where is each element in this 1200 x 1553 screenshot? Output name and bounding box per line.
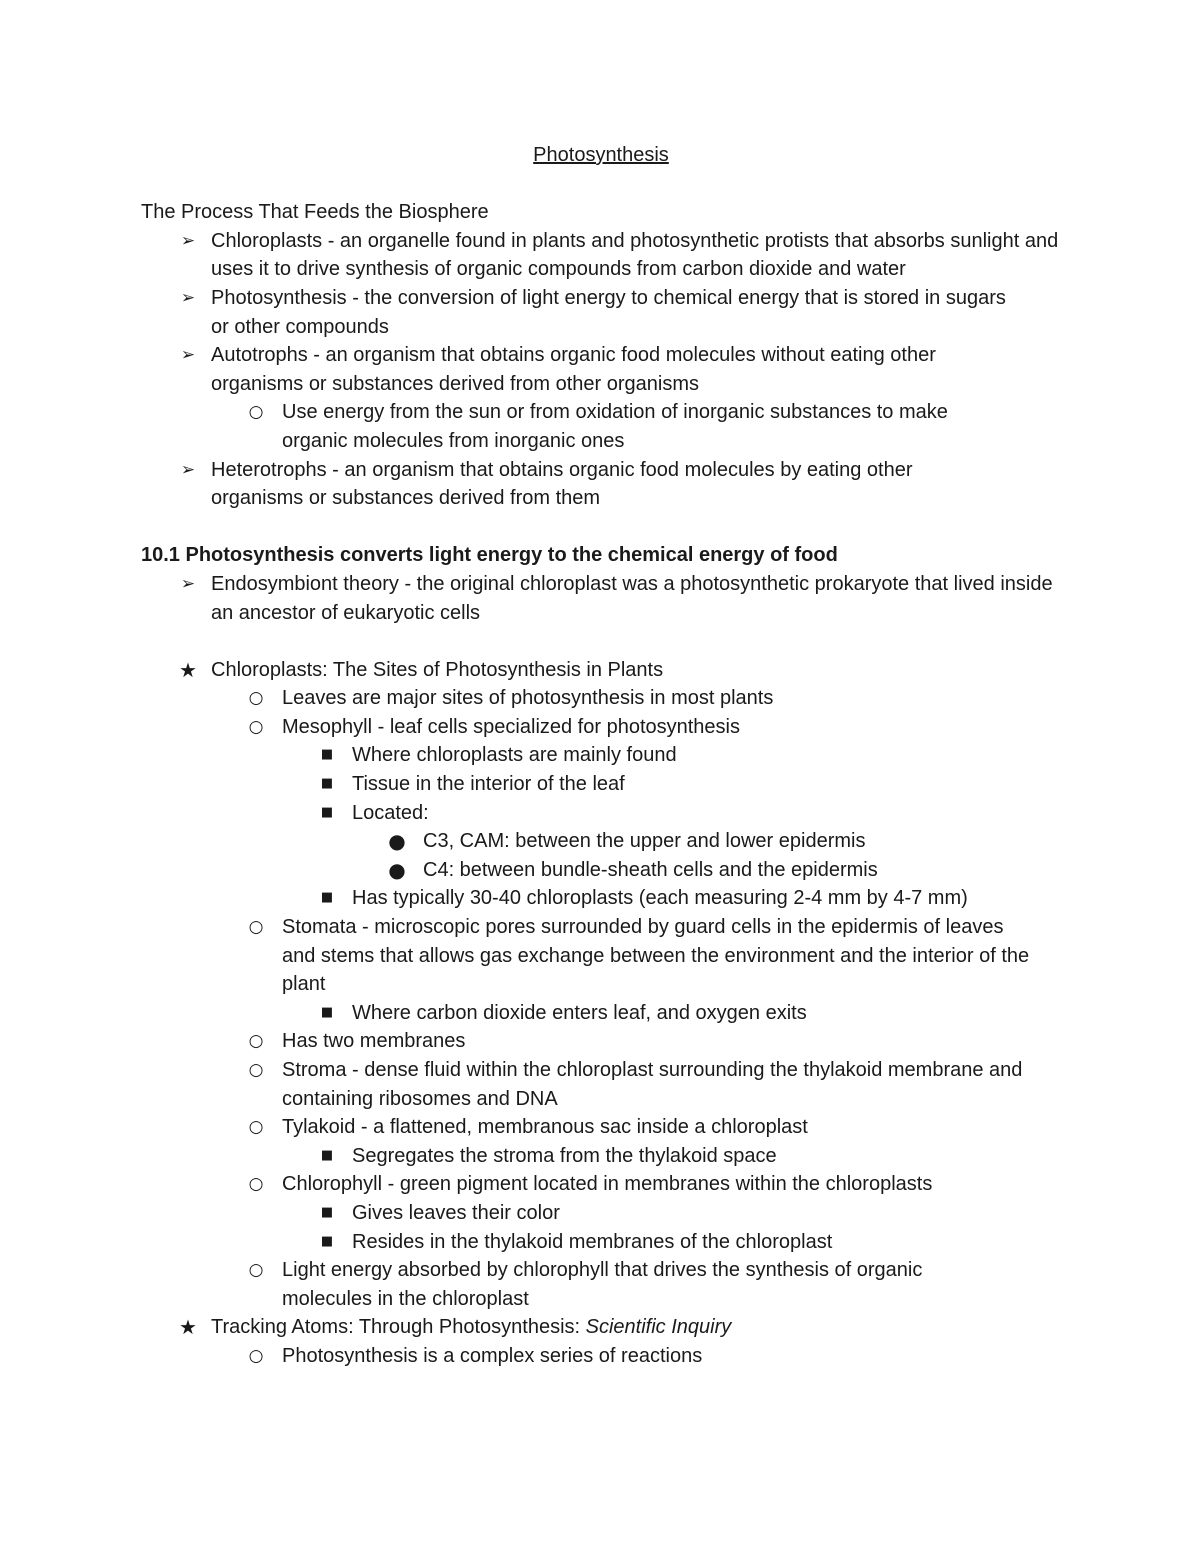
list-item: ■ Gives leaves their color [141, 1199, 1061, 1228]
circle-bullet-icon: ○ [248, 402, 264, 423]
list-item: ➢ Photosynthesis - the conversion of light energy to chemical energy that is stored in sugars or other compounds [141, 284, 1061, 341]
list-item: ○ Has two membranes [141, 1027, 1061, 1056]
star-bullet-icon: ★ [179, 1315, 197, 1340]
list-item: ○ Mesophyll - leaf cells specialized for photosynthesis [141, 713, 1061, 742]
list-item [141, 1313, 1061, 1342]
square-bullet-icon: ■ [320, 1233, 334, 1249]
list-item: ➢ Endosymbiont theory - the original chloroplast was a photosynthetic prokaryote that lived inside an ancestor of eukaryotic cells [141, 570, 1061, 627]
list-item: ○ Leaves are major sites of photosynthesis in most plants [141, 684, 1061, 713]
square-bullet-icon: ■ [320, 890, 334, 906]
dot-bullet-icon: ● [388, 857, 406, 882]
list-item: ■ Where chloroplasts are mainly found [141, 741, 1061, 770]
arrow-bullet-icon: ➢ [180, 287, 196, 308]
tracking-atoms-text: Tracking Atoms: Through Photosynthesis: [211, 1316, 586, 1339]
dot-bullet-icon: ● [388, 829, 406, 854]
circle-bullet-icon: ○ [248, 1031, 264, 1052]
square-bullet-icon: ■ [320, 776, 334, 792]
list-item: ★ Chloroplasts: The Sites of Photosynthesis in Plants [141, 656, 1061, 685]
circle-bullet-icon: ○ [248, 1260, 264, 1281]
section-heading: 10.1 Photosynthesis converts light energy to the chemical energy of food [141, 544, 838, 567]
square-bullet-icon: ■ [320, 1147, 334, 1163]
square-bullet-icon: ■ [320, 1004, 334, 1020]
list-item: ○ Chlorophyll - green pigment located in membranes within the chloroplasts [141, 1170, 1061, 1199]
list-item: ■ Resides in the thylakoid membranes of the chloroplast [141, 1228, 1061, 1257]
star-bullet-icon: ★ [179, 657, 197, 682]
circle-bullet-icon: ○ [248, 1060, 264, 1080]
list-item: ○ Light energy absorbed by chlorophyll that drives the synthesis of organic molecules in the chloroplast [141, 1256, 1061, 1313]
scientific-inquiry-text: Scientific Inquiry [585, 1316, 732, 1339]
list-item: ○ Tylakoid - a flattened, membranous sac inside a chloroplast [141, 1113, 1061, 1142]
list-item: ○ Stroma - dense fluid within the chloroplast surrounding the thylakoid membrane and containing ribosomes and DNA [141, 1056, 1061, 1113]
square-bullet-icon: ■ [320, 747, 334, 763]
document-page [141, 141, 1061, 1371]
list-item: ■ Tissue in the interior of the leaf [141, 770, 1061, 799]
list-item: ● C3, CAM: between the upper and lower epidermis [141, 827, 1061, 856]
circle-bullet-icon: ○ [248, 1117, 264, 1138]
circle-bullet-icon: ○ [248, 917, 264, 938]
circle-bullet-icon: ○ [248, 1345, 264, 1366]
square-bullet-icon: ■ [320, 804, 334, 820]
list-item: ○ Use energy from the sun or from oxidation of inorganic substances to make organic molecules from inorganic ones [141, 398, 1061, 455]
arrow-bullet-icon: ➢ [180, 459, 196, 480]
circle-bullet-icon: ○ [248, 1174, 264, 1195]
list-item: ➢ Chloroplasts - an organelle found in plants and photosynthetic protists that absorbs sunlight and uses it to drive synthesis of organic compounds from carbon dioxide and water [141, 227, 1061, 284]
arrow-bullet-icon: ➢ [180, 230, 196, 251]
arrow-bullet-icon: ➢ [180, 573, 196, 594]
document-title: Photosynthesis [533, 144, 669, 166]
list-item: ■ Where carbon dioxide enters leaf, and oxygen exits [141, 999, 1061, 1028]
circle-bullet-icon: ○ [248, 688, 264, 709]
arrow-bullet-icon: ➢ [180, 345, 196, 366]
square-bullet-icon: ■ [320, 1204, 334, 1220]
list-item: ➢ Heterotrophs - an organism that obtains organic food molecules by eating other organisms or substances derived from them [141, 456, 1061, 513]
list-item: ■ Located: [141, 799, 1061, 828]
list-item: ➢ Autotrophs - an organism that obtains organic food molecules without eating other organisms or substances derived from other organisms [141, 341, 1061, 398]
list-item: ○ Photosynthesis is a complex series of reactions [141, 1342, 1061, 1371]
section-heading: The Process That Feeds the Biosphere [141, 201, 489, 224]
list-item: ○ Stomata - microscopic pores surrounded by guard cells in the epidermis of leaves and stems that allows gas exchange between the environment and the interior of the plant [141, 913, 1061, 999]
list-item: ● C4: between bundle-sheath cells and the epidermis [141, 856, 1061, 885]
list-item: ■ Has typically 30-40 chloroplasts (each measuring 2-4 mm by 4-7 mm) [141, 884, 1061, 913]
list-item: ■ Segregates the stroma from the thylakoid space [141, 1142, 1061, 1171]
circle-bullet-icon: ○ [248, 716, 264, 737]
